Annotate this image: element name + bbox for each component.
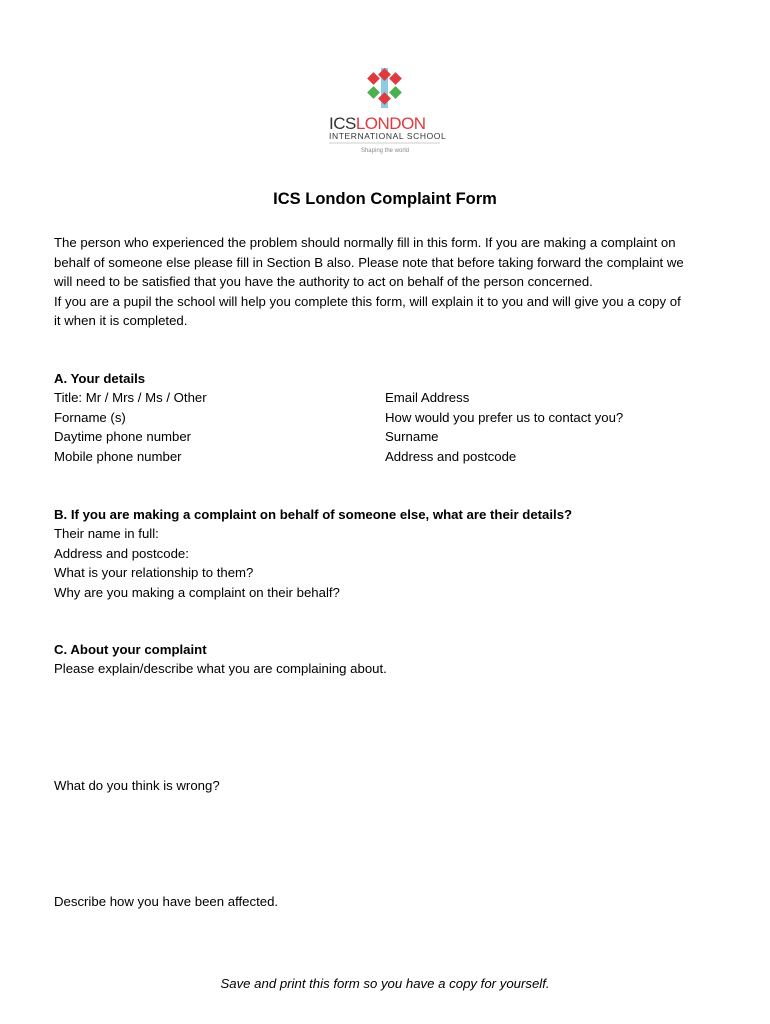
field-reason-label: Why are you making a complaint on their behalf? — [54, 584, 340, 600]
how-affected-prompt: Describe how you have been affected. — [54, 894, 279, 909]
intro-line: will need to be satisfied that you have the authority to act on behalf of the person concerned. — [54, 274, 593, 289]
section-a-right-fields — [385, 388, 623, 466]
footer-note: Save and print this form so you have a copy for yourself. — [220, 976, 550, 991]
intro-paragraph — [54, 233, 684, 331]
section-c-heading: C. About your complaint — [54, 642, 207, 657]
page-title: ICS London Complaint Form — [273, 190, 497, 208]
field-their-address-label: Address and postcode: — [54, 545, 189, 561]
intro-line: The person who experienced the problem should normally fill in this form. If you are making a complaint on — [54, 235, 676, 250]
field-relationship-label: What is your relationship to them? — [54, 565, 254, 580]
section-b-heading: B. If you are making a complaint on behalf of someone else, what are their details? — [54, 507, 573, 522]
logo-tagline: Shaping the world — [360, 148, 410, 154]
field-email-label: Email Address — [385, 390, 470, 405]
school-logo — [320, 64, 450, 156]
logo-subline: INTERNATIONAL SCHOOL — [329, 131, 447, 141]
field-contact-preference-label: How would you prefer us to contact you? — [385, 409, 624, 425]
field-their-name-label: Their name in full: — [54, 526, 159, 541]
field-forename-label: Forname (s) — [54, 409, 126, 425]
field-surname-label: Surname — [385, 429, 439, 444]
logo-emblem-icon — [367, 68, 402, 108]
section-a-heading: A. Your details — [54, 371, 146, 386]
what-is-wrong-prompt: What do you think is wrong? — [54, 778, 220, 793]
complaint-description-prompt: Please explain/describe what you are complaining about. — [54, 661, 387, 676]
intro-line: If you are a pupil the school will help you complete this form, will explain it to you and will give you a copy of — [54, 293, 681, 309]
intro-line: behalf of someone else please fill in Section B also. Please note that before taking forward the complaint we — [54, 254, 684, 270]
logo-brand-ics: ICS — [329, 114, 356, 133]
section-a-left-fields — [54, 388, 207, 466]
intro-line: it when it is completed. — [54, 313, 188, 328]
field-title-label: Title: Mr / Mrs / Ms / Other — [54, 390, 207, 405]
field-daytime-phone-label: Daytime phone number — [54, 429, 192, 444]
field-address-label: Address and postcode — [385, 448, 517, 464]
field-mobile-phone-label: Mobile phone number — [54, 448, 182, 464]
logo-brand-london: LONDON — [355, 114, 426, 133]
section-b-fields — [54, 524, 340, 602]
